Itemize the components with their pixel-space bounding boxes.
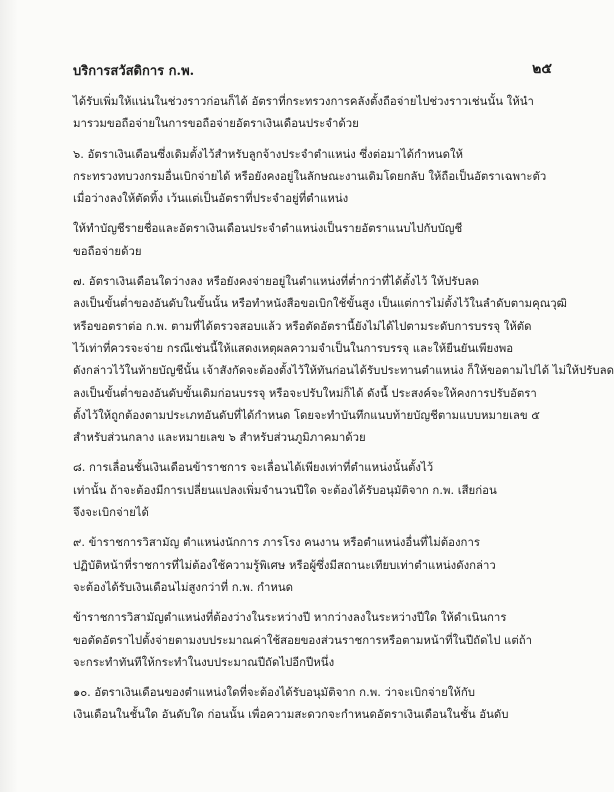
text-line: มารวมขอถือจ่ายในการขอถือจ่ายอัตราเงินเดือนประจำด้วย — [73, 116, 359, 131]
text-line: ลงเป็นขั้นต่ำของอันดับในขั้นนั้น หรือทำหนังสือขอเบิกใช้ขั้นสูง เป็นแต่การไม่ตั้งไว้ในลำดับตามคุณวุฒิ — [73, 296, 567, 311]
text-line: ขอถือจ่ายด้วย — [73, 243, 142, 258]
text-line: ขอตัดอัตราไปตั้งจ่ายตามงบประมาณค่าใช้สอยของส่วนราชการหรือตามหน้าที่ในปีถัดไป แต่ถ้า — [73, 632, 533, 647]
text-line: ข้าราชการวิสามัญตำแหน่งที่ต้องว่างในระหว่างปี หากว่างลงในระหว่างปีใด ให้ดำเนินการ — [73, 610, 507, 625]
text-line: ปฏิบัติหน้าที่ราชการที่ไม่ต้องใช้ความรู้พิเศษ หรือผู้ซึ่งมีสถานะเทียบเท่าตำแหน่งดังกล่าว — [73, 557, 496, 572]
running-header-title: บริการสวัสดิการ ก.พ. — [73, 64, 195, 79]
page-number: ๒๕ — [532, 61, 552, 77]
text-line: สำหรับส่วนกลาง และหมายเลข ๖ สำหรับส่วนภูมิภาคมาด้วย — [73, 430, 366, 445]
text-line: ๑๐. อัตราเงินเดือนของตำแหน่งใดที่จะต้องได้รับอนุมัติจาก ก.พ. ว่าจะเบิกจ่ายให้กับ — [73, 685, 475, 700]
text-line: ตั้งไว้ให้ถูกต้องตามประเภทอันดับที่ได้กำหนด โดยจะทำบันทึกแนบท้ายบัญชีตามแบบหมายเลข ๕ — [73, 407, 540, 422]
text-line: ลงเป็นขั้นต่ำของอันดับขั้นเดิมก่อนบรรจุ หรือจะปรับใหม่ก็ได้ ดังนี้ ประสงค์จะให้คงการปรับอัตรา — [73, 385, 537, 400]
text-line: เท่านั้น ถ้าจะต้องมีการเปลี่ยนแปลงเพิ่มจำนวนปีใด จะต้องได้รับอนุมัติจาก ก.พ. เสียก่อน — [73, 482, 497, 497]
text-line: ให้ทำบัญชีรายชื่อและอัตราเงินเดือนประจำตำแหน่งเป็นรายอัตราแนบไปกับบัญชี — [73, 221, 463, 236]
text-line: ๙. ข้าราชการวิสามัญ ตำแหน่งนักการ ภารโรง คนงาน หรือตำแหน่งอื่นที่ไม่ต้องการ — [73, 535, 480, 550]
text-line: ๖. อัตราเงินเดือนซึ่งเดิมตั้งไว้สำหรับลูกจ้างประจำตำแหน่ง ซึ่งต่อมาได้กำหนดให้ — [73, 146, 464, 161]
scan-shadow — [0, 0, 18, 792]
text-line: จะกระทำทันทีให้กระทำในงบประมาณปีถัดไปอีกปีหนึ่ง — [73, 654, 335, 669]
text-line: ดังกล่าวไว้ในท้ายบัญชีนั้น เจ้าสังกัดจะต้องตั้งไว้ให้ทันก่อนได้รับประทานตำแหน่ง ก็ให้ขอตามไปได้ ไม่ให้ปรับลด — [73, 363, 614, 378]
text-line: จะต้องได้รับเงินเดือนไม่สูงกว่าที่ ก.พ. กำหนด — [73, 579, 294, 594]
text-line: เงินเดือนในชั้นใด อันดับใด ก่อนนั้น เพื่อความสะดวกจะกำหนดอัตราเงินเดือนในชั้น อันดับ — [73, 707, 509, 722]
text-line: จึงจะเบิกจ่ายได้ — [73, 505, 149, 520]
text-line: ๘. การเลื่อนชั้นเงินเดือนข้าราชการ จะเลื่อนได้เพียงเท่าที่ตำแหน่งนั้นตั้งไว้ — [73, 460, 434, 475]
text-line: กระทรวงทบวงกรมอื่นเบิกจ่ายได้ หรือยังคงอยู่ในลักษณะงานเดิมโดยกลับ ให้ถือเป็นอัตราเฉพาะตัว — [73, 168, 547, 183]
text-line: ไว้เท่าที่ควรจะจ่าย กรณีเช่นนี้ให้แสดงเหตุผลความจำเป็นในการบรรจุ และให้ยืนยันเพียงพอ — [73, 340, 514, 355]
text-line: ๗. อัตราเงินเดือนใดว่างลง หรือยังคงจ่ายอยู่ในตำแหน่งที่ต่ำกว่าที่ได้ตั้งไว้ ให้ปรับลด — [73, 274, 480, 289]
body-text — [73, 90, 614, 726]
text-line: เมื่อว่างลงให้ตัดทิ้ง เว้นแต่เป็นอัตราที่ประจำอยู่ที่ตำแหน่ง — [73, 191, 349, 206]
text-line: หรือขอตราต่อ ก.พ. ตามที่ได้ตรวจสอบแล้ว หรือตัดอัตรานี้ยังไม่ได้ไปตามระดับการบรรจุ ให้ตัด — [73, 318, 532, 333]
text-line: ได้รับเพิ่มให้แน่นในช่วงราวก่อนก็ได้ อัตราที่กระทรวงการคลังตั้งถือจ่ายไปช่วงราวเช่นนั้น ให้นำ — [73, 94, 534, 108]
